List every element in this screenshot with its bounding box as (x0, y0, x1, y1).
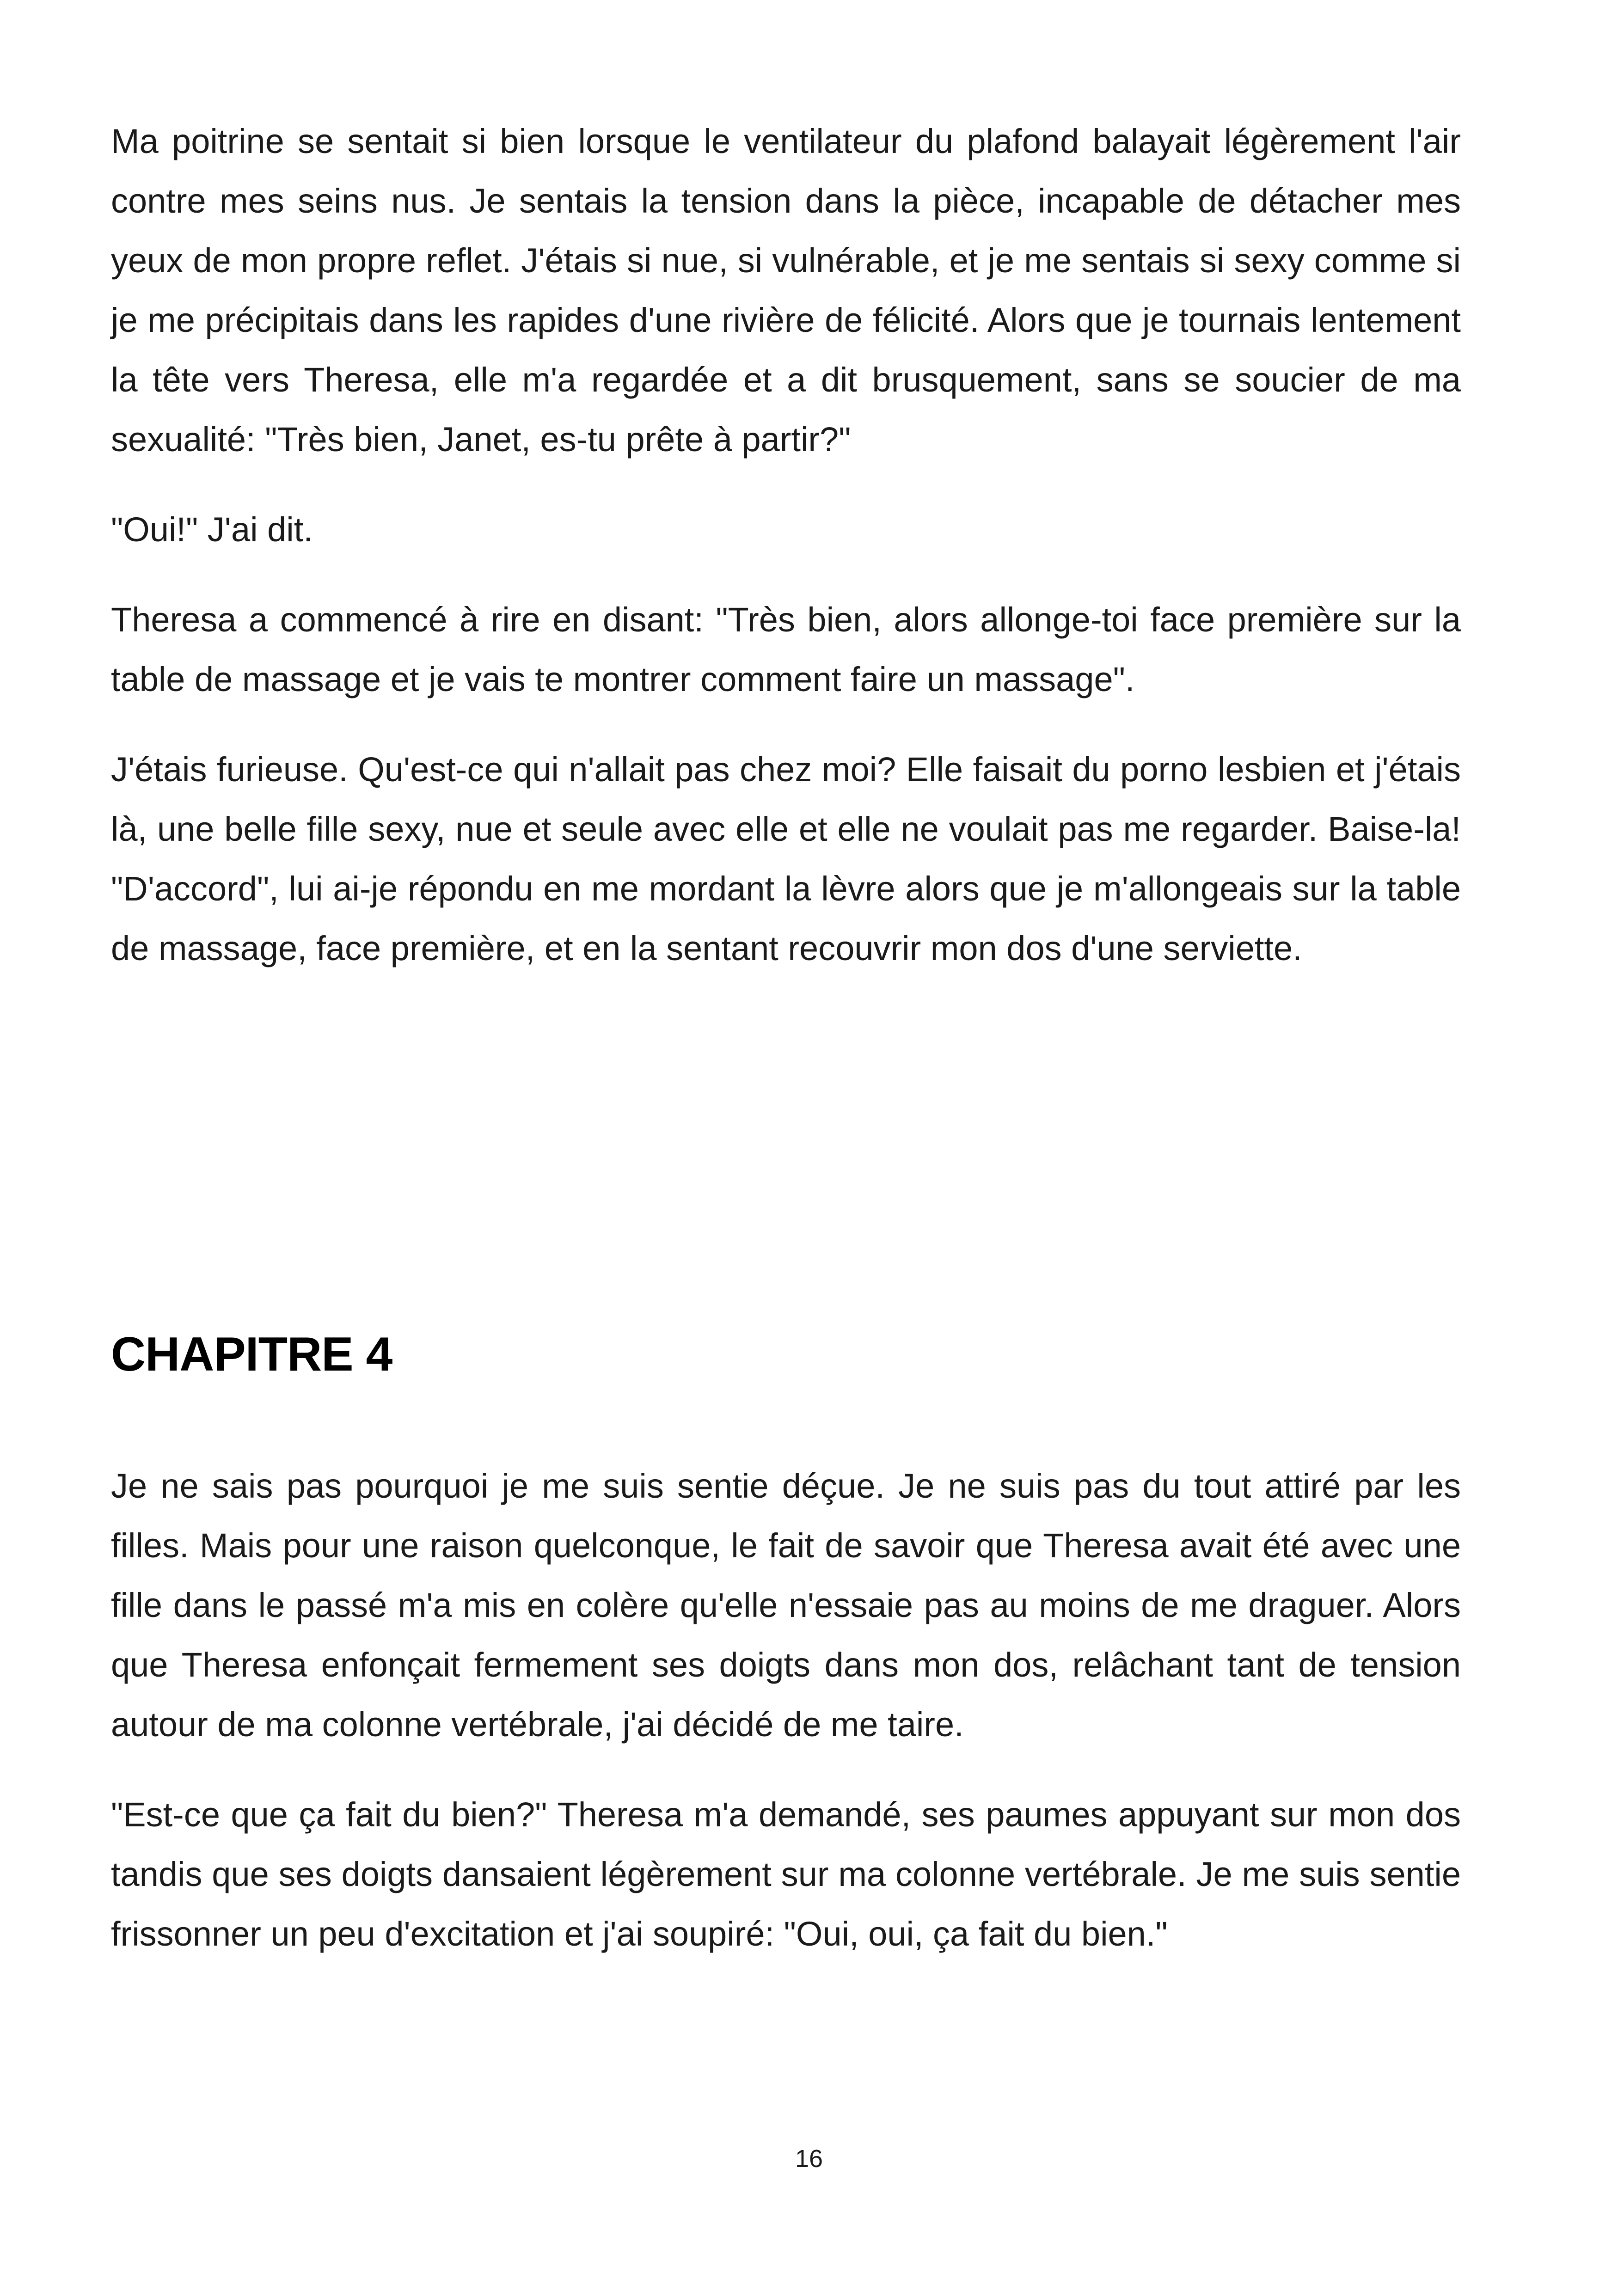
paragraph-3: Theresa a commencé à rire en disant: "Très bien, alors allonge-toi face première sur la table de massage et je vais te montrer comment faire un massage". (111, 600, 1461, 698)
paragraph-2: "Oui!" J'ai dit. (111, 510, 313, 549)
text-section-top (111, 111, 1461, 978)
page-number: 16 (795, 2145, 823, 2173)
paragraph-6: "Est-ce que ça fait du bien?" Theresa m'a demandé, ses paumes appuyant sur mon dos tandis que ses doigts dansaient légèrement sur ma colonne vertébrale. Je me suis sentie frissonner un peu d'excitation et j'ai soupiré: "Oui, oui, ça fait du bien." (111, 1795, 1461, 1953)
paragraph-1: Ma poitrine se sentait si bien lorsque le ventilateur du plafond balayait légèrement l'air contre mes seins nus. Je sentais la tension dans la pièce, incapable de détacher mes yeux de mon propre reflet. J'étais si nue, si vulnérable, et je me sentais si sexy comme si je me précipitais dans les rapides d'une rivière de félicité. Alors que je tournais lentement la tête vers Theresa, elle m'a regardée et a dit brusquement, sans se soucier de ma sexualité: "Très bien, Janet, es-tu prête à partir?" (111, 122, 1461, 459)
paragraph-4: J'étais furieuse. Qu'est-ce qui n'allait pas chez moi? Elle faisait du porno lesbien et j'étais là, une belle fille sexy, nue et seule avec elle et elle ne voulait pas me regarder. Baise-la! "D'accord", lui ai-je répondu en me mordant la lèvre alors que je m'allongeais sur la table de massage, face première, et en la sentant recouvrir mon dos d'une serviette. (111, 750, 1461, 967)
chapter-heading: CHAPITRE 4 (111, 1328, 392, 1381)
text-section-bottom (111, 1456, 1461, 1964)
paragraph-5: Je ne sais pas pourquoi je me suis sentie déçue. Je ne suis pas du tout attiré par les filles. Mais pour une raison quelconque, le fait de savoir que Theresa avait été avec une fille dans le passé m'a mis en colère qu'elle n'essaie pas au moins de me draguer. Alors que Theresa enfonçait fermement ses doigts dans mon dos, relâchant tant de tension autour de ma colonne vertébrale, j'ai décidé de me taire. (111, 1467, 1461, 1744)
